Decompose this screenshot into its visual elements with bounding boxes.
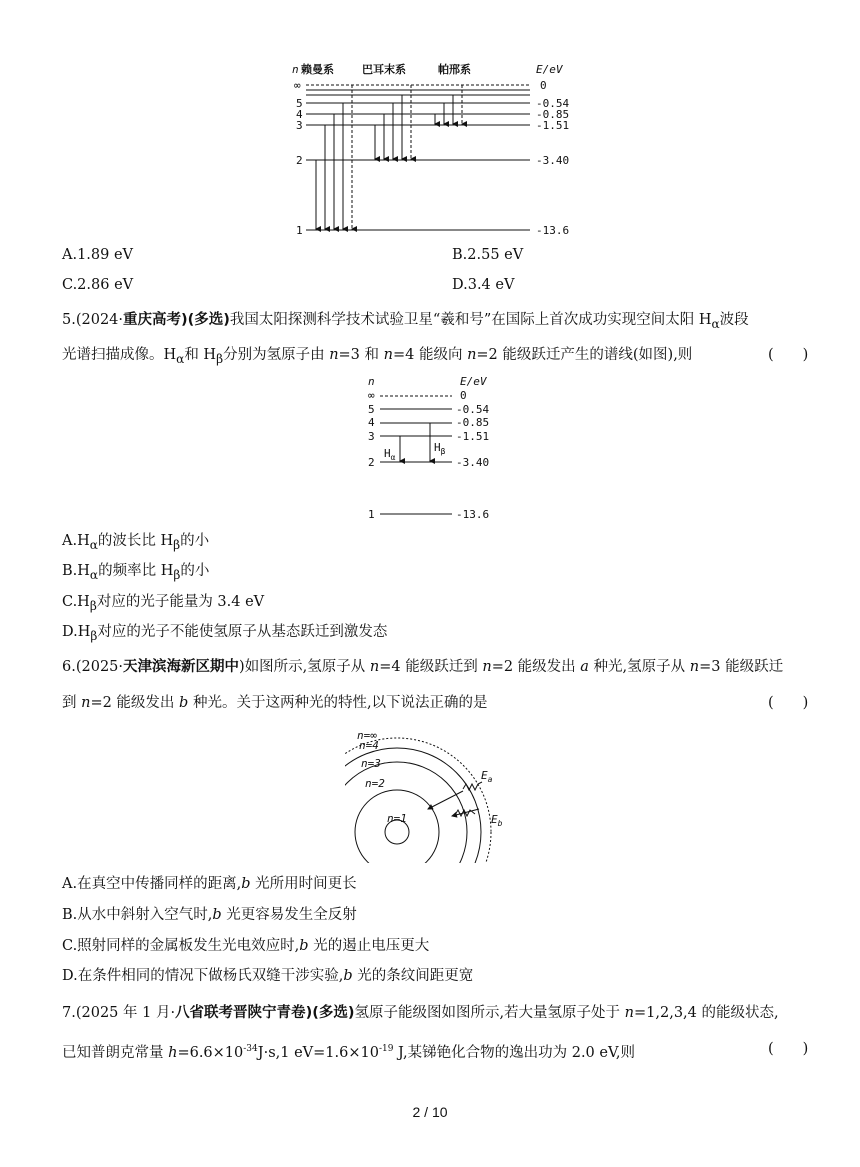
q4-option-c[interactable]: C.2.86 eV [62,277,134,293]
q4-option-d[interactable]: D.3.4 eV [452,277,515,293]
fig2-h-alpha-label: $H_\alpha$ [384,447,396,462]
fig1-level-n-2: 2 [296,154,303,167]
q7-answer-bracket[interactable]: ( ) [768,1041,809,1057]
q5-stem-line1: 5.(2024·重庆高考)(多选)我国太阳探测科学技术试验卫星“羲和号”在国际上首次成功实现空间太阳 $H_\alpha$波段 [62,312,749,331]
fig2-e-label: E/eV [460,375,487,388]
q6-option-d[interactable]: D.在条件相同的情况下做杨氏双缝干涉实验,b 光的条纹间距更宽 [62,968,474,984]
energy-level-diagram-1 [280,58,580,238]
fig2-level-n-3: 3 [368,430,375,443]
q6-stem-line1: 6.(2025·天津滨海新区期中)如图所示,氢原子从 n=4 能级跃迁到 n=2 能级发出 a 种光,氢原子从 n=3 能级跃迁 [62,659,784,675]
fig1-level-n-4: 4 [296,108,303,121]
q6-option-c[interactable]: C.照射同样的金属板发生光电效应时,b 光的遏止电压更大 [62,938,430,954]
q5-source: 重庆高考 [123,312,182,328]
fig1-series-lyman: 赖曼系 [301,63,334,76]
q5-option-a[interactable]: $A.H_\alpha$的波长比 $H_\beta$的小 [62,533,210,552]
fig1-level-e-3: -1.51 [536,119,570,132]
fig2-level-e-1: -13.6 [456,508,490,521]
q5-stem-line2: 光谱扫描成像。$H_\alpha$和 $H_\beta$分别为氢原子由 n=3 和 n=4 能级向 n=2 能级跃迁产生的谱线(如图),则 [62,347,693,366]
q6-stem-line2: 到 n=2 能级发出 b 种光。关于这两种光的特性,以下说法正确的是 [62,695,488,711]
fig1-paschen-arrows [435,85,462,124]
fig2-h-beta-label: $H_\beta$ [434,441,446,456]
photon-label-ea: $E_a$ [481,769,493,784]
fig2-level-e-2: -3.40 [456,456,490,469]
q5-answer-bracket[interactable]: ( ) [768,347,809,363]
orbit-label-n-3: n=3 [361,757,381,770]
fig1-level-e-inf: 0 [540,79,547,92]
q6-option-a[interactable]: A.在真空中传播同样的距离,b 光所用时间更长 [62,876,357,892]
fig1-level-e-4: -0.85 [536,108,570,121]
fig1-level-n-1: 1 [296,224,303,237]
fig1-balmer-arrows [375,85,411,159]
fig1-level-n-inf: ∞ [294,79,301,92]
fig1-e-label: E/eV [536,63,563,76]
q6-answer-bracket[interactable]: ( ) [768,695,809,711]
photon-label-eb: $E_b$ [491,813,503,828]
q5-option-c[interactable]: $C.H_\beta$对应的光子能量为 3.4 eV [62,594,265,613]
fig2-level-n-inf: ∞ [368,389,375,402]
fig1-level-e-1: -13.6 [536,224,570,237]
fig1-level-n-3: 3 [296,119,303,132]
fig1-level-e-2: -3.40 [536,154,570,167]
fig2-level-n-2: 2 [368,456,375,469]
fig2-level-e-3: -1.51 [456,430,490,443]
fig2-n-label: n [368,375,375,388]
fig2-level-e-4: -0.85 [456,416,490,429]
fig2-level-n-4: 4 [368,416,375,429]
q4-option-a[interactable]: A.1.89 eV [62,247,134,263]
q6-source: 天津滨海新区期中 [123,659,240,675]
orbit-label-n-2: n=2 [365,777,385,790]
fig1-series-balmer: 巴耳末系 [362,63,406,76]
q4-option-b[interactable]: B.2.55 eV [452,247,524,263]
fig1-lyman-arrows [316,85,352,229]
fig1-level-lines [306,85,530,230]
fig2-level-n-1: 1 [368,508,375,521]
fig2-transition-arrows [400,423,430,461]
orbit-label-n-inf: n=∞ [357,729,377,742]
fig2-level-e-5: -0.54 [456,403,490,416]
q6-option-b[interactable]: B.从水中斜射入空气时,b 光更容易发生全反射 [62,907,357,923]
q5-option-d[interactable]: $D.H_\beta$对应的光子不能使氢原子从基态跃迁到激发态 [62,624,388,643]
q7-source: 八省联考晋陕宁青卷 [175,1005,306,1021]
energy-level-diagram-2 [360,373,510,523]
q5-option-b[interactable]: $B.H_\alpha$的频率比 $H_\beta$的小 [62,563,210,582]
fig2-level-e-inf: 0 [460,389,467,402]
page-number: 2 / 10 [412,1104,448,1120]
orbit-diagram [345,727,515,865]
q7-stem-line1: 7.(2025 年 1 月·八省联考晋陕宁青卷)(多选)氢原子能级图如图所示,若大量氢原子处于 n=1,2,3,4 的能级状态, [62,1005,779,1021]
fig1-series-paschen: 帕邢系 [438,63,471,76]
orbit-label-n-4: n=4 [359,739,379,752]
q7-stem-line2: 已知普朗克常量 $h=6.6\times 10^{-34}J\cdot s,1$ $eV=1.6\times 10^{-19}$ J,某锑铯化合物的逸出功为 2.0 eV,则 [62,1044,636,1061]
fig2-level-n-5: 5 [368,403,375,416]
fig1-level-n-5: 5 [296,97,303,110]
fig1-n-label: n [292,63,299,76]
orbit-label-n-1: n=1 [387,812,407,825]
fig1-level-e-5: -0.54 [536,97,570,110]
